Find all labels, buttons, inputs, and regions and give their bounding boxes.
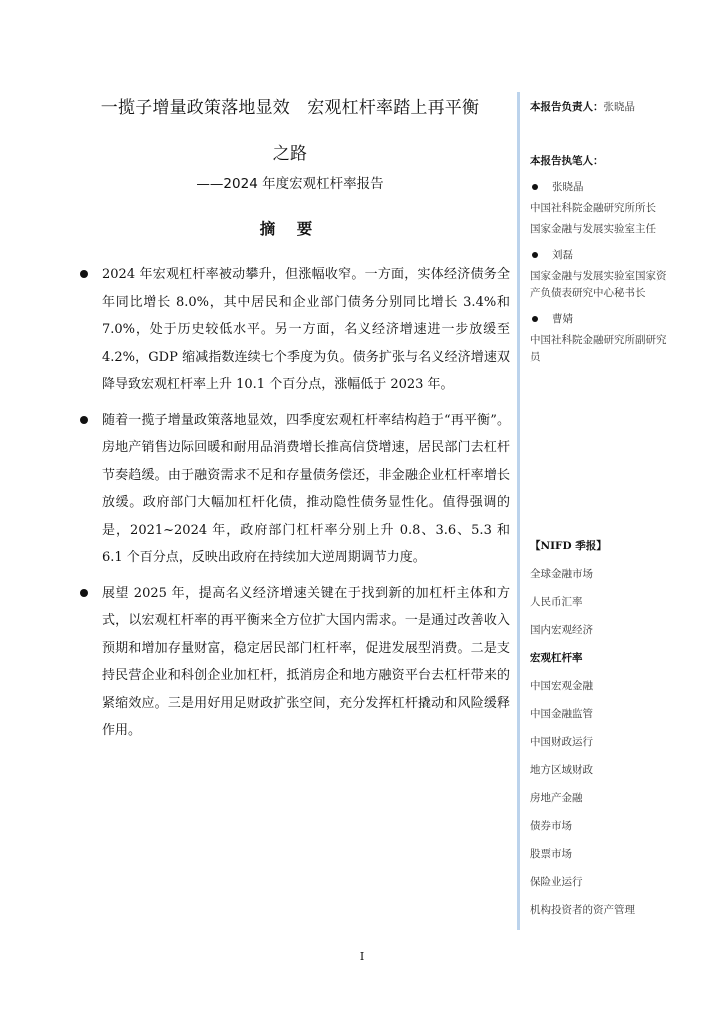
report-lead-name: 张晓晶 [603, 101, 635, 113]
series-item: 国内宏观经济 [530, 624, 593, 636]
author-role: 中国社科院金融研究所所长 [530, 202, 656, 214]
series-item: 债券市场 [530, 820, 572, 832]
bullet-dot-icon [80, 270, 88, 278]
report-sidebar [517, 92, 667, 930]
author-name: 曹婧 [552, 313, 573, 325]
series-item: 全球金融市场 [530, 568, 593, 580]
author-bullet-icon [532, 252, 538, 258]
writers-heading: 本报告执笔人： [530, 155, 604, 167]
series-item: 宏观杠杆率 [530, 652, 583, 664]
author-role: 国家金融与发展实验室国家资产负债表研究中心秘书长 [530, 270, 667, 299]
series-items [530, 567, 635, 917]
report-title-line2: 之路 [272, 144, 308, 164]
series-item: 中国宏观金融 [530, 680, 593, 692]
author-bullet-icon [532, 316, 538, 322]
page-number: I [359, 950, 365, 963]
series-item: 中国金融监管 [530, 708, 593, 720]
abstract-bullet-text: 2024 年宏观杠杆率被动攀升，但涨幅收窄。一方面，实体经济债务全年同比增长 8.0%，其中居民和企业部门债务分别同比增长 3.4%和 7.0%，处于历史较低水平。另一方面，名义经济增速进一步放缓至 4.2%，GDP 缩减指数连续七个季度为负。债务扩张与名义经济增速双降导致宏观杠杆率上升 10.1 个百分点，涨幅低于 2023 年。 [102, 267, 510, 392]
report-title-line1: 一揽子增量政策落地显效 宏观杠杆率踏上再平衡 [100, 98, 480, 118]
author-entry [530, 310, 667, 328]
series-item: 地方区域财政 [530, 764, 593, 776]
abstract-heading: 摘 要 [259, 220, 321, 238]
bullet-dot-icon [80, 589, 88, 597]
series-item: 中国财政运行 [530, 736, 593, 748]
abstract-bullet-text: 随着一揽子增量政策落地显效，四季度宏观杠杆率结构趋于“再平衡”。房地产销售边际回暖和耐用品消费增长推高信贷增速，居民部门去杠杆节奏趋缓。由于融资需求不足和存量债务偿还，非金融企业杠杆率增长放缓。政府部门大幅加杠杆化债，推动隐性债务显性化。值得强调的是，2021~2024 年，政府部门杠杆率分别上升 0.8、3.6、5.3 和 6.1 个百分点，反映出政府在持续加大逆周期调节力度。 [102, 412, 510, 565]
author-role: 国家金融与发展实验室主任 [530, 223, 656, 235]
author-entry [530, 246, 667, 264]
series-item: 人民币汇率 [530, 596, 583, 608]
author-role: 中国社科院金融研究所副研究员 [530, 334, 667, 363]
author-name: 张晓晶 [552, 181, 584, 193]
report-lead-label: 本报告负责人： [530, 101, 604, 113]
series-item: 股票市场 [530, 848, 572, 860]
series-item: 机构投资者的资产管理 [530, 904, 635, 916]
abstract-bullet [70, 261, 510, 399]
report-subtitle: ——2024 年度宏观杠杆率报告 [196, 176, 384, 192]
report-main-column [70, 95, 510, 753]
nifd-series-list [530, 538, 635, 917]
abstract-bullet [70, 407, 510, 572]
series-heading: 【NIFD 季报】 [530, 540, 607, 552]
abstract-bullet [70, 580, 510, 745]
series-item: 房地产金融 [530, 792, 583, 804]
author-name: 刘磊 [552, 249, 573, 261]
abstract-bullet-text: 展望 2025 年，提高名义经济增速关键在于找到新的加杠杆主体和方式，以宏观杠杆率的再平衡来全方位扩大国内需求。一是通过改善收入预期和增加存量财富，稳定居民部门杠杆率，促进发展型消费。二是支持民营企业和科创企业加杠杆，抵消房企和地方融资平台去杠杆带来的紧缩效应。三是用好用足财政扩张空间，充分发挥杠杆撬动和风险缓释作用。 [102, 585, 510, 738]
series-item: 保险业运行 [530, 876, 583, 888]
report-lead [530, 98, 667, 116]
bullet-dot-icon [80, 416, 88, 424]
abstract-bullet-list [70, 261, 510, 745]
author-entry [530, 178, 667, 196]
author-bullet-icon [532, 184, 538, 190]
